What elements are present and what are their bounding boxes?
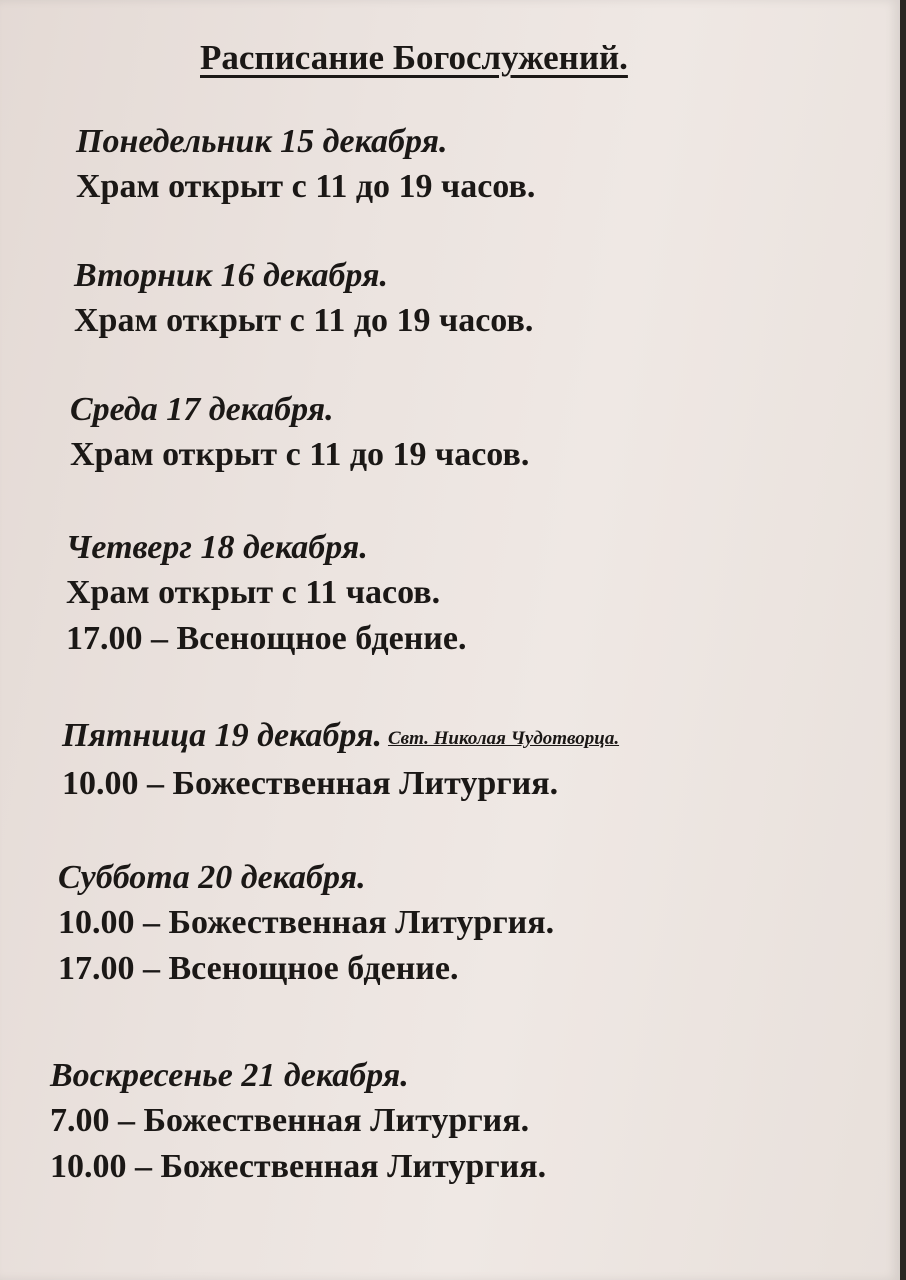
schedule-line: Храм открыт с 11 до 19 часов. xyxy=(70,436,530,473)
day-heading-text: Пятница 19 декабря. xyxy=(62,717,382,754)
schedule-line: 17.00 – Всенощное бдение. xyxy=(58,950,459,987)
schedule-line: 10.00 – Божественная Литургия. xyxy=(62,765,559,802)
day-heading: Вторник 16 декабря. xyxy=(74,257,388,294)
day-heading: Четверг 18 декабря. xyxy=(66,529,368,566)
day-heading: Среда 17 декабря. xyxy=(70,391,334,428)
day-heading xyxy=(62,714,619,761)
schedule-line: Храм открыт с 11 до 19 часов. xyxy=(74,302,534,339)
day-heading: Суббота 20 декабря. xyxy=(58,859,366,896)
schedule-line: Храм открыт с 11 часов. xyxy=(66,574,441,611)
day-block-tuesday xyxy=(74,254,533,344)
feast-note: Свт. Николая Чудотворца. xyxy=(387,728,620,749)
schedule-line: 10.00 – Божественная Литургия. xyxy=(58,904,555,941)
day-block-monday xyxy=(76,120,535,210)
day-heading: Понедельник 15 декабря. xyxy=(76,123,448,160)
day-block-wednesday xyxy=(70,388,529,478)
day-block-sunday xyxy=(50,1054,546,1190)
schedule-line: Храм открыт с 11 до 19 часов. xyxy=(76,168,536,205)
day-heading: Воскресенье 21 декабря. xyxy=(50,1057,409,1094)
day-block-saturday xyxy=(58,856,554,992)
schedule-line: 10.00 – Божественная Литургия. xyxy=(50,1148,547,1185)
day-block-thursday xyxy=(66,526,466,662)
schedule-line: 7.00 – Божественная Литургия. xyxy=(50,1102,530,1139)
schedule-line: 17.00 – Всенощное бдение. xyxy=(66,620,467,657)
page-title: Расписание Богослужений. xyxy=(200,38,628,77)
day-block-friday xyxy=(62,714,619,807)
